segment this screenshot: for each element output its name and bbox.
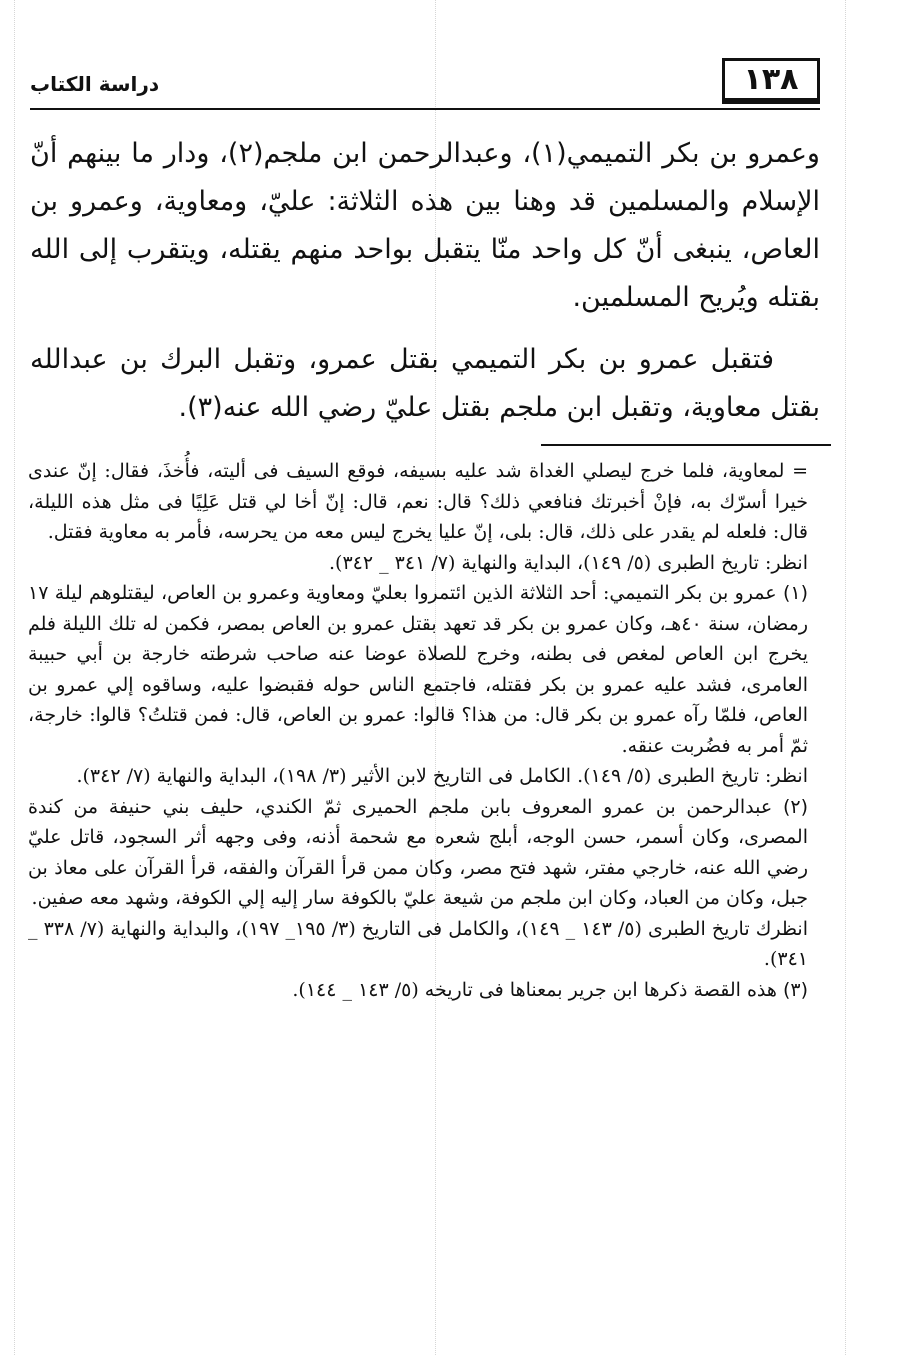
footnotes xyxy=(28,456,808,1005)
footnote-body: هذه القصة ذكرها ابن جرير بمعناها فى تاريخه (٥/ ١٤٣ _ ١٤٤). xyxy=(292,978,777,1001)
main-paragraph-2: فتقبل عمرو بن بكر التميمي بقتل عمرو، وتقبل البرك بن عبدالله بقتل معاوية، وتقبل ابن ملجم بقتل عليّ رضي الله عنه(٣). xyxy=(30,344,820,423)
footnote-1 xyxy=(28,578,808,792)
footnote-reference: انظر: تاريخ الطبرى (٥/ ١٤٩)، البداية والنهاية (٧/ ٣٤١ _ ٣٤٢). xyxy=(329,551,808,574)
scan-artifact-line xyxy=(845,0,846,1355)
footnote-text xyxy=(28,792,808,914)
footnote-marker: (٣) xyxy=(782,978,808,1001)
main-paragraph-1: وعمرو بن بكر التميمي(١)، وعبدالرحمن ابن ملجم(٢)، ودار ما بينهم أنّ الإسلام والمسلمين قد وهنا بين هذه الثلاثة: عليّ، ومعاوية، وعمرو بن العاص، ينبغى أنّ كل واحد منّا يتقبل بواحد منهم يقتله، ويتقرب إلى الله بقتله ويُريح المسلمين. xyxy=(30,138,820,313)
page-header xyxy=(30,58,820,110)
footnote-reference: انظرك تاريخ الطبرى (٥/ ١٤٣ _ ١٤٩)، والكامل فى التاريخ (٣/ ١٩٥_ ١٩٧)، والبداية والنهاية (٧/ ٣٣٨ _ ٣٤١). xyxy=(28,917,808,970)
footnote-marker: (١) xyxy=(782,582,808,604)
footnote-reference: انظر: تاريخ الطبرى (٥/ ١٤٩). الكامل فى التاريخ لابن الأثير (٣/ ١٩٨)، البداية والنهاية (٧/ ٣٤٢). xyxy=(76,765,808,787)
scan-artifact-line xyxy=(14,0,15,1355)
main-text xyxy=(30,130,820,446)
footnote-marker: (٢) xyxy=(782,795,808,818)
page-number: ١٣٨ xyxy=(722,58,820,104)
footnote-body: عبدالرحمن بن عمرو المعروف بابن ملجم الحميرى ثمّ الكندي، حليف بني حنيفة من كندة المصرى، وكان أسمر، حسن الوجه، أبلج شعره مع شحمة أذنه، وفى وجهه أثر السجود، قاتل عليّ رضي الله عنه، خارجي مفتر، شهد فتح مصر، وكان ممن قرأ القرآن والفقه، قرأ القرآن على معاذ بن جبل، وكان من العباد، وكان ابن ملجم من شيعة عليّ بالكوفة سار إليه إلي الكوفة، وشهد معه صفين. xyxy=(28,795,808,909)
footnote-3 xyxy=(28,975,808,1006)
footnote-text: = لمعاوية، فلما خرج ليصلي الغداة شد عليه بسيفه، فوقع السيف فى أليته، فأُخذَ، فقال: إنّ عندى خيرا أسرّك به، فإنْ أخبرتك فنافعي ذلك؟ قال: نعم، قال: إنّ أخا لي قتل عَلِيًا فى مثل هذه الليلة، قال: فلعله لم يقدر على ذلك، قال: بلى، إنّ عليا يخرج ليس معه من يحرسه، فأمر به معاوية فقتل. xyxy=(28,460,808,543)
footnote-body: عمرو بن بكر التميمي: أحد الثلاثة الذين ائتمروا بعليّ ومعاوية وعمرو بن العاص، ليقتلوهم ليلة ١٧ رمضان، سنة ٤٠هـ، وكان عمرو بن بكر قد تعهد بقتل عمرو بن العاص بمصر، فكمن له تلك الليلة فلم يخرج ابن العاص لمغص فى بطنه، وخرج للصلاة عوضا عنه صاحب شرطته خارجة بن أبي حبيبة العامرى، فشد عليه عمرو بن بكر فقتله، فاجتمع الناس حوله فقبضوا عليه، وساقوه إلي عمرو بن العاص، فلمّا رآه عمرو بن بكر قال: من هذا؟ قالوا: عمرو بن العاص، قال: فمن قتلتُ؟ قالوا: خارجة، ثمّ أمر به فضُربت عنقه. xyxy=(28,582,809,757)
footnote-continuation xyxy=(28,456,808,578)
header-rule xyxy=(30,108,820,110)
footnote-text xyxy=(28,975,808,1006)
running-title: دراسة الكتاب xyxy=(30,72,160,96)
footnote-2 xyxy=(28,792,808,975)
footnote-text xyxy=(28,578,808,761)
footnote-separator xyxy=(541,444,831,446)
